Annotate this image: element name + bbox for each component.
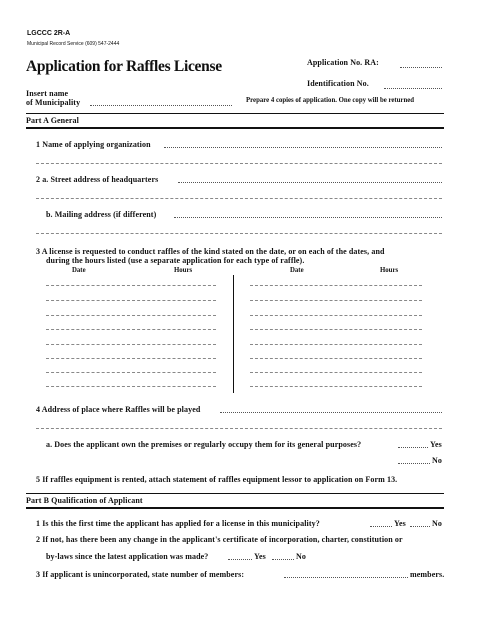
own-premises-yes: Yes xyxy=(430,440,442,449)
col-date-left: Date xyxy=(72,267,86,274)
schedule-entry-line[interactable] xyxy=(250,285,422,286)
schedule-entry-line[interactable] xyxy=(46,315,216,316)
first-time-yes: Yes xyxy=(394,519,406,528)
own-premises-yes-field[interactable] xyxy=(398,447,428,448)
mailing-address-line-2[interactable] xyxy=(36,233,442,234)
q-b3-label: 3 If applicant is unincorporated, state number of members: xyxy=(36,570,245,579)
first-time-yes-field[interactable] xyxy=(370,526,392,527)
first-time-no: No xyxy=(432,519,442,528)
identification-no-field[interactable] xyxy=(384,88,442,89)
application-no-label: Application No. RA: xyxy=(307,58,379,67)
q-b1-label: 1 Is this the first time the applicant has applied for a license in this municipality? xyxy=(36,519,320,528)
street-address-field[interactable] xyxy=(178,182,442,183)
insert-name-label: Insert name xyxy=(26,89,69,98)
publisher-info: Municipal Record Service (609) 547-2444 xyxy=(27,41,120,47)
schedule-entry-line[interactable] xyxy=(46,358,216,359)
street-address-line-2[interactable] xyxy=(36,198,442,199)
members-label: members. xyxy=(410,570,445,579)
form-title: Application for Raffles License xyxy=(26,58,222,75)
divider xyxy=(26,127,444,129)
of-municipality-label: of Municipality xyxy=(26,98,81,107)
q-a5-label: 5 If raffles equipment is rented, attach statement of raffles equipment lessor to application on Form 13. xyxy=(36,475,398,484)
schedule-entry-line[interactable] xyxy=(250,329,422,330)
q-a2b-label: b. Mailing address (if different) xyxy=(46,210,157,219)
change-yes: Yes xyxy=(254,552,266,561)
own-premises-no-field[interactable] xyxy=(398,463,430,464)
schedule-entry-line[interactable] xyxy=(46,285,216,286)
schedule-entry-line[interactable] xyxy=(46,344,216,345)
organization-name-field[interactable] xyxy=(164,147,442,148)
raffle-address-line-2[interactable] xyxy=(36,428,442,429)
schedule-entry-line[interactable] xyxy=(46,300,216,301)
q-a2a-label: 2 a. Street address of headquarters xyxy=(36,175,159,184)
organization-name-line-2[interactable] xyxy=(36,163,442,164)
schedule-entry-line[interactable] xyxy=(250,344,422,345)
schedule-entry-line[interactable] xyxy=(250,358,422,359)
divider xyxy=(26,507,444,509)
q-a4a-label: a. Does the applicant own the premises or regularly occupy them for its general purposes? xyxy=(46,440,362,449)
col-hours-right: Hours xyxy=(380,267,399,274)
q-b2-line1: 2 If not, has there been any change in the applicant's certificate of incorporation, charter, constitution or xyxy=(36,535,403,544)
col-date-right: Date xyxy=(290,267,304,274)
schedule-divider xyxy=(233,275,234,393)
change-no-field[interactable] xyxy=(272,559,294,560)
part-b-heading: Part B Qualification of Applicant xyxy=(26,496,143,505)
change-no: No xyxy=(296,552,306,561)
q-a3-line2: during the hours listed (use a separate application for each type of raffle). xyxy=(46,256,305,265)
schedule-entry-line[interactable] xyxy=(250,386,422,387)
part-a-heading: Part A General xyxy=(26,116,79,125)
divider xyxy=(26,113,444,114)
application-no-field[interactable] xyxy=(400,67,442,68)
divider xyxy=(26,493,444,494)
col-hours-left: Hours xyxy=(174,267,193,274)
schedule-entry-line[interactable] xyxy=(46,372,216,373)
identification-no-label: Identification No. xyxy=(307,79,369,88)
q-a1-label: 1 Name of applying organization xyxy=(36,140,151,149)
first-time-no-field[interactable] xyxy=(410,526,430,527)
members-count-field[interactable] xyxy=(284,577,408,578)
schedule-entry-line[interactable] xyxy=(46,329,216,330)
municipality-field[interactable] xyxy=(90,105,232,106)
form-code: LGCCC 2R-A xyxy=(27,30,71,37)
schedule-entry-line[interactable] xyxy=(250,315,422,316)
q-b2-line2: by-laws since the latest application was made? xyxy=(46,552,209,561)
q-a4-label: 4 Address of place where Raffles will be played xyxy=(36,405,201,414)
schedule-entry-line[interactable] xyxy=(250,300,422,301)
copies-note: Prepare 4 copies of application. One copy will be returned xyxy=(246,97,415,104)
own-premises-no: No xyxy=(432,456,442,465)
raffle-address-field[interactable] xyxy=(220,412,442,413)
change-yes-field[interactable] xyxy=(228,559,252,560)
schedule-entry-line[interactable] xyxy=(250,372,422,373)
q-a3-line1: 3 A license is requested to conduct raffles of the kind stated on the date, or on each of the dates, and xyxy=(36,247,385,256)
mailing-address-field[interactable] xyxy=(174,217,442,218)
schedule-entry-line[interactable] xyxy=(46,386,216,387)
